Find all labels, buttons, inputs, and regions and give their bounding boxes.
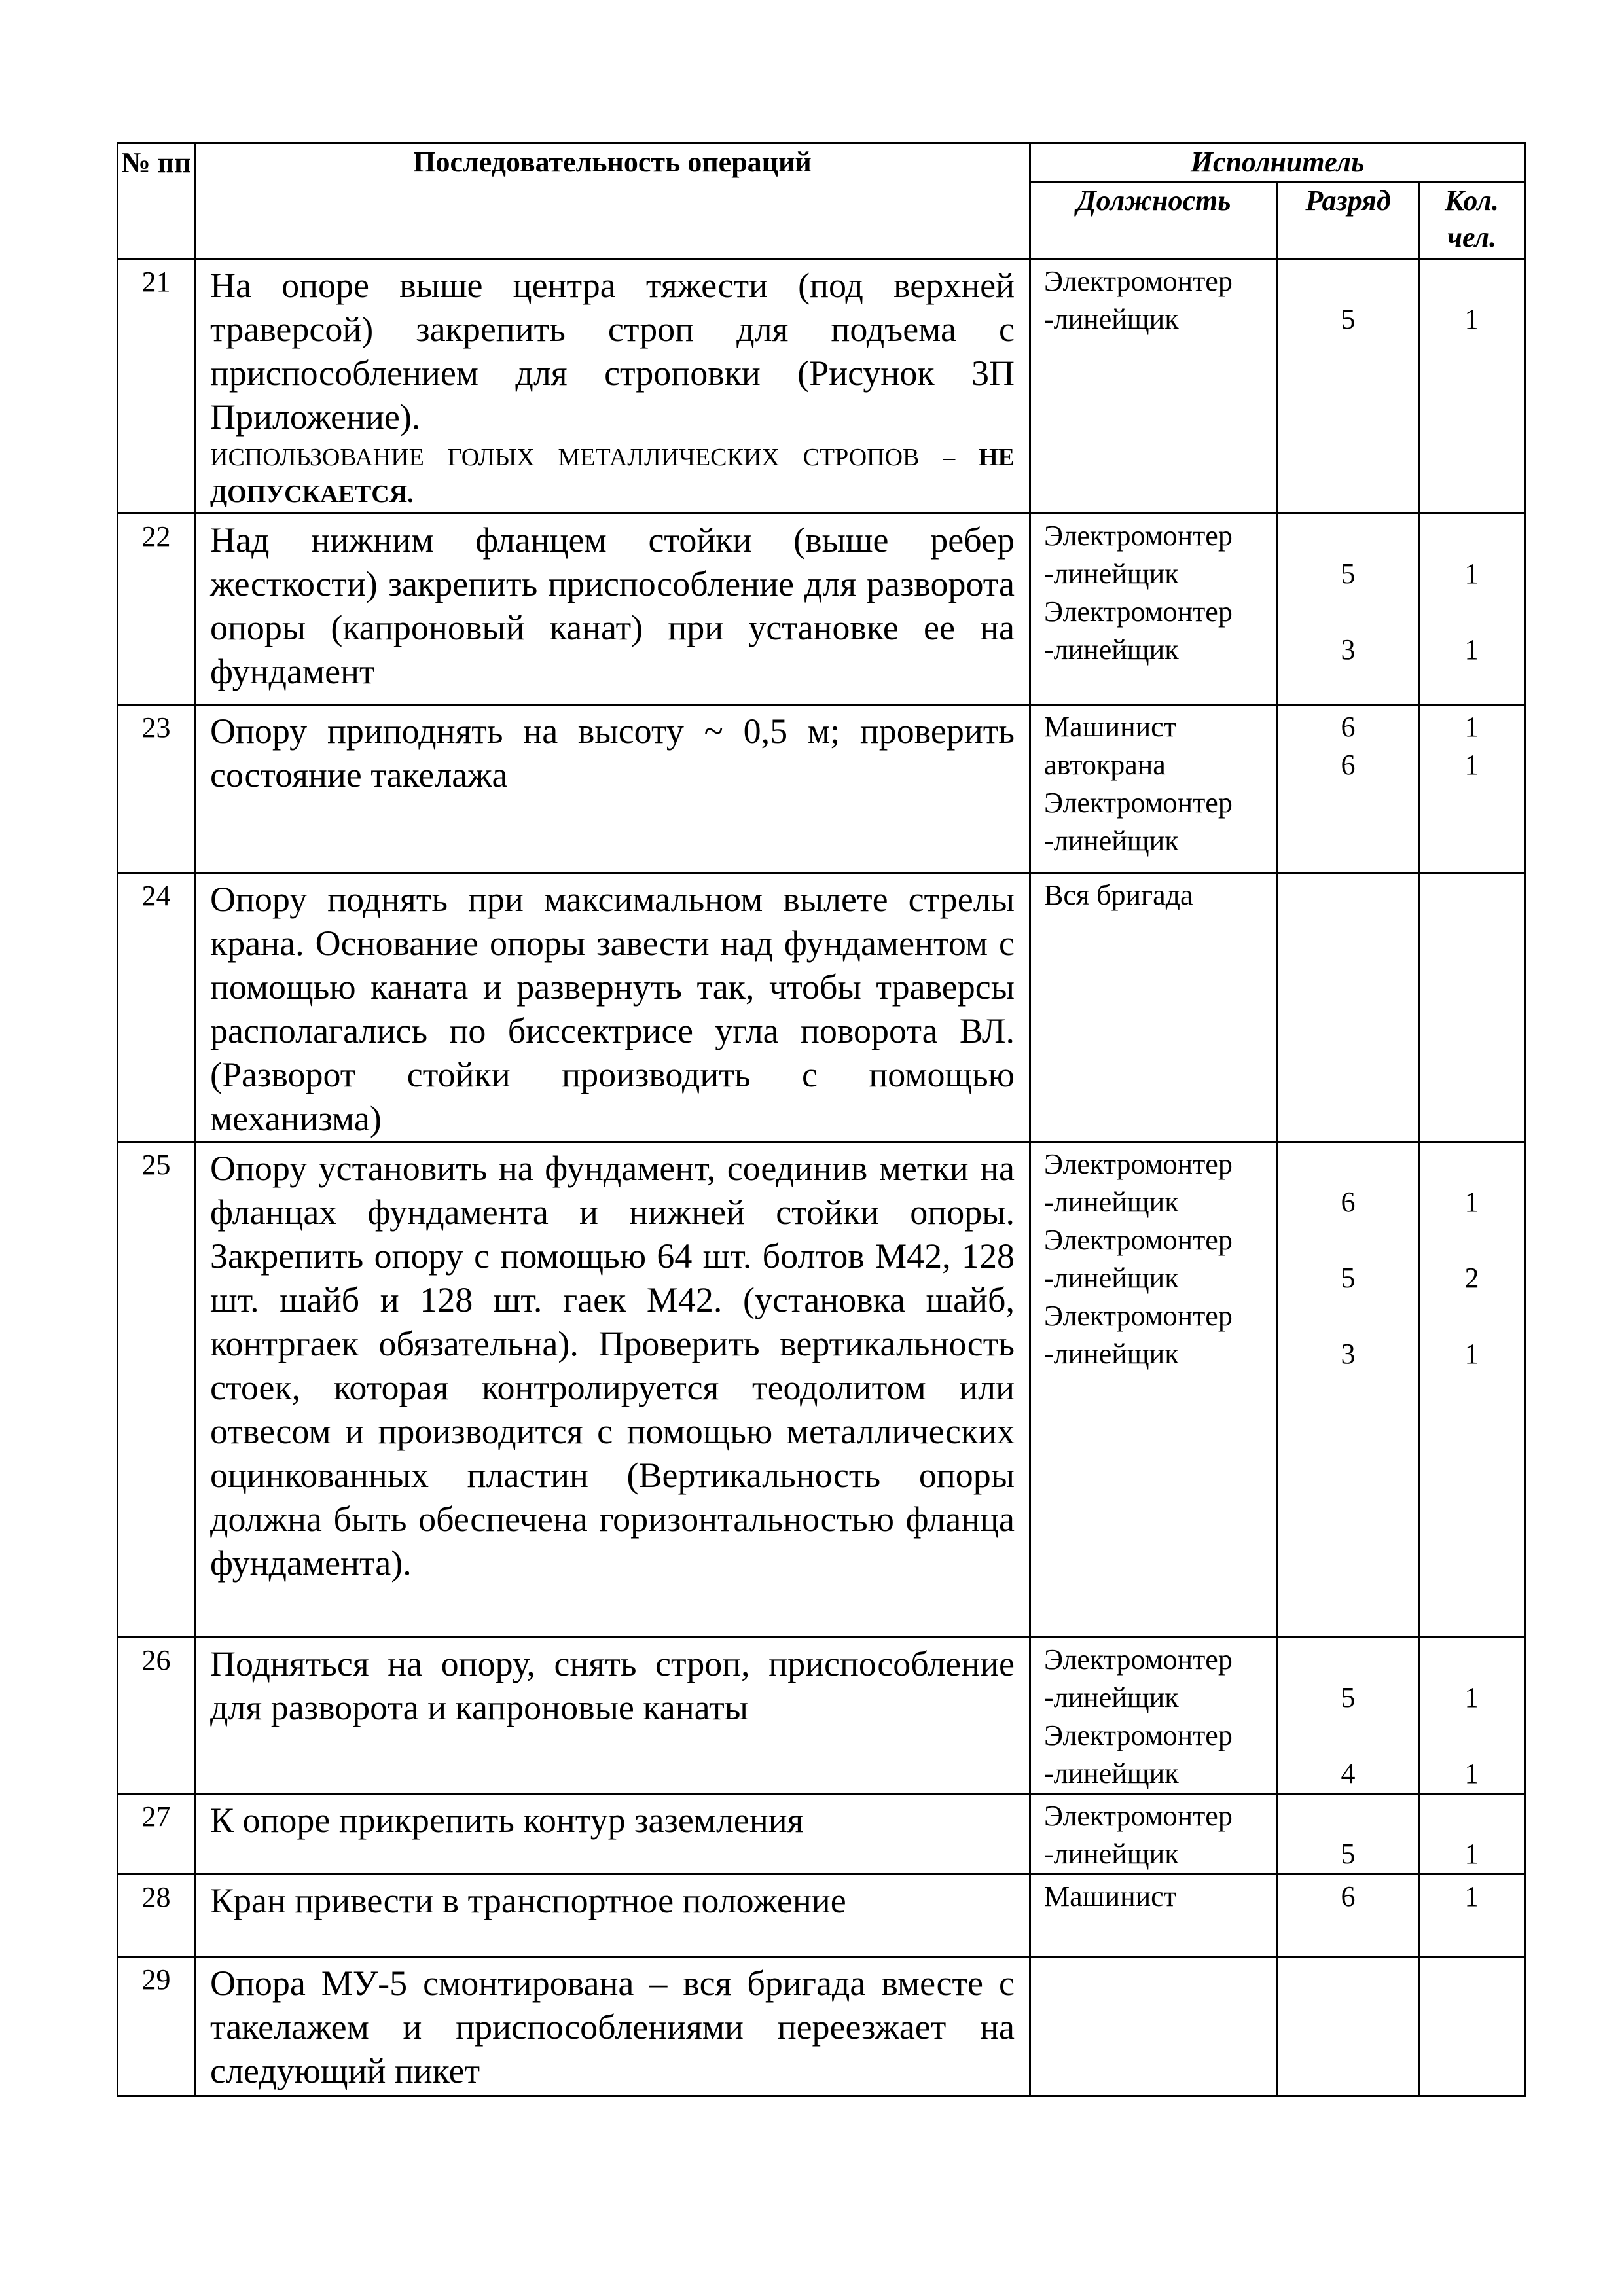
- position-line: автокрана: [1044, 749, 1166, 781]
- grade-value: 6: [1341, 1880, 1356, 1912]
- position-line: Электромонтер: [1044, 1224, 1233, 1256]
- operation-description: [195, 1874, 1030, 1957]
- operation-description: [195, 514, 1030, 705]
- executor-count: [1419, 1142, 1525, 1638]
- position-line: -линейщик: [1044, 558, 1179, 590]
- row-number: 23: [118, 705, 195, 873]
- count-value: 1: [1464, 1838, 1479, 1870]
- operation-text: Опору приподнять на высоту ~ 0,5 м; проверить состояние такелажа: [210, 711, 1015, 795]
- grade-value: 6: [1341, 749, 1356, 781]
- operation-text: Опору поднять при максимальном вылете стрелы крана. Основание опоры завести над фундаментом с помощью каната и развернуть так, чтобы траверсы располагались по биссектрисе угла поворота ВЛ. (Разворот стойки производить с помощью механизма): [210, 880, 1015, 1138]
- executor-grade: [1278, 259, 1419, 514]
- blank-line: [1420, 1717, 1524, 1755]
- executor-count: [1419, 1957, 1525, 2096]
- executor-position: [1030, 1794, 1278, 1874]
- operation-description: [195, 1638, 1030, 1794]
- count-value: 1: [1464, 749, 1479, 781]
- blank-line: [1278, 593, 1418, 631]
- grade-value: 5: [1341, 1681, 1356, 1713]
- position-line: Электромонтер: [1044, 787, 1233, 819]
- blank-line: [1278, 1221, 1418, 1259]
- position-line: -линейщик: [1044, 303, 1179, 335]
- row-number: 27: [118, 1794, 195, 1874]
- warning-emphasis: НЕ ДОПУСКАЕТСЯ.: [210, 444, 1015, 508]
- table-row: [118, 1638, 1525, 1794]
- position-line: Электромонтер: [1044, 1719, 1233, 1751]
- executor-count: [1419, 1638, 1525, 1794]
- count-value: 1: [1464, 1338, 1479, 1370]
- executor-position: [1030, 514, 1278, 705]
- executor-position: [1030, 1142, 1278, 1638]
- table-row: [118, 1957, 1525, 2096]
- executor-position: [1030, 1957, 1278, 2096]
- operation-description: [195, 259, 1030, 514]
- position-line: Электромонтер: [1044, 520, 1233, 552]
- position-line: -линейщик: [1044, 634, 1179, 666]
- executor-grade: [1278, 1638, 1419, 1794]
- count-value: 1: [1464, 711, 1479, 743]
- position-line: Машинист: [1044, 711, 1176, 743]
- executor-count: [1419, 259, 1525, 514]
- operations-body: [118, 259, 1525, 2096]
- position-line: Электромонтер: [1044, 1643, 1233, 1676]
- blank-line: [1278, 517, 1418, 555]
- operation-text: Опору установить на фундамент, соединив метки на фланцах фундамента и нижней стойки опоры. Закрепить опору с помощью 64 шт. болтов М42, 128 шт. шайб и 128 шт. гаек М42. (установка шайб, контргаек обязательна). Проверить вертикальность стоек, которая контролируется теодолитом или отвесом и производится с помощью металлических оцинкованных пластин (Вертикальность опоры должна быть обеспечена горизонтальностью фланца фундамента).: [210, 1149, 1015, 1583]
- grade-value: 3: [1341, 1338, 1356, 1370]
- row-number: 22: [118, 514, 195, 705]
- count-value: 1: [1464, 1186, 1479, 1218]
- table-row: [118, 259, 1525, 514]
- row-number: 29: [118, 1957, 195, 2096]
- position-line: Электромонтер: [1044, 1300, 1233, 1332]
- count-value: 1: [1464, 1681, 1479, 1713]
- executor-grade: [1278, 514, 1419, 705]
- position-line: -линейщик: [1044, 1838, 1179, 1870]
- executor-position: [1030, 259, 1278, 514]
- blank-line: [1420, 1221, 1524, 1259]
- operation-description: [195, 873, 1030, 1142]
- blank-line: [1420, 517, 1524, 555]
- operations-table: [117, 142, 1526, 2097]
- position-line: Электромонтер: [1044, 596, 1233, 628]
- operation-description: [195, 1794, 1030, 1874]
- position-line: Вся бригада: [1044, 879, 1193, 911]
- position-line: -линейщик: [1044, 1186, 1179, 1218]
- row-number: 26: [118, 1638, 195, 1794]
- blank-line: [1278, 262, 1418, 300]
- blank-line: [1420, 1297, 1524, 1335]
- position-line: -линейщик: [1044, 825, 1179, 857]
- operation-description: [195, 705, 1030, 873]
- position-line: Электромонтер: [1044, 1148, 1233, 1180]
- position-line: -линейщик: [1044, 1262, 1179, 1294]
- header-count: Кол. чел.: [1419, 182, 1525, 259]
- blank-line: [1278, 1717, 1418, 1755]
- row-number: 25: [118, 1142, 195, 1638]
- count-value: 1: [1464, 303, 1479, 335]
- grade-value: 6: [1341, 1186, 1356, 1218]
- executor-count: [1419, 514, 1525, 705]
- count-value: 2: [1464, 1262, 1479, 1294]
- table-row: [118, 873, 1525, 1142]
- grade-value: 5: [1341, 558, 1356, 590]
- count-value: 1: [1464, 1880, 1479, 1912]
- blank-line: [1420, 262, 1524, 300]
- operation-text: Кран привести в транспортное положение: [210, 1881, 846, 1920]
- grade-value: 4: [1341, 1757, 1356, 1789]
- position-line: -линейщик: [1044, 1757, 1179, 1789]
- header-position: Должность: [1030, 182, 1278, 259]
- operation-description: [195, 1957, 1030, 2096]
- executor-grade: [1278, 1794, 1419, 1874]
- table-row: [118, 705, 1525, 873]
- executor-grade: [1278, 873, 1419, 1142]
- warning-text: ИСПОЛЬЗОВАНИЕ ГОЛЫХ МЕТАЛЛИЧЕСКИХ СТРОПОВ –: [210, 444, 979, 471]
- position-line: Электромонтер: [1044, 1800, 1233, 1832]
- executor-grade: [1278, 1142, 1419, 1638]
- count-value: 1: [1464, 634, 1479, 666]
- executor-grade: [1278, 705, 1419, 873]
- executor-count: [1419, 1874, 1525, 1957]
- executor-position: [1030, 705, 1278, 873]
- operation-text: Подняться на опору, снять строп, приспособление для разворота и капроновые канаты: [210, 1644, 1015, 1727]
- count-value: 1: [1464, 558, 1479, 590]
- header-sequence: Последовательность операций: [195, 143, 1030, 259]
- table-row: [118, 1874, 1525, 1957]
- operation-text: На опоре выше центра тяжести (под верхней траверсой) закрепить строп для подъема с приспособлением для строповки (Рисунок 3П Приложение).: [210, 266, 1015, 437]
- position-line: Электромонтер: [1044, 265, 1233, 297]
- operation-description: [195, 1142, 1030, 1638]
- position-line: -линейщик: [1044, 1338, 1179, 1370]
- grade-value: 5: [1341, 1262, 1356, 1294]
- header-num: № пп: [118, 143, 195, 259]
- executor-position: [1030, 873, 1278, 1142]
- executor-count: [1419, 1794, 1525, 1874]
- grade-value: 6: [1341, 711, 1356, 743]
- grade-value: 5: [1341, 1838, 1356, 1870]
- position-line: Машинист: [1044, 1880, 1176, 1912]
- table-row: [118, 1142, 1525, 1638]
- operation-text: К опоре прикрепить контур заземления: [210, 1801, 804, 1840]
- executor-count: [1419, 873, 1525, 1142]
- blank-line: [1278, 1297, 1418, 1335]
- blank-line: [1420, 1641, 1524, 1679]
- blank-line: [1278, 1145, 1418, 1183]
- grade-value: 3: [1341, 634, 1356, 666]
- grade-value: 5: [1341, 303, 1356, 335]
- executor-count: [1419, 705, 1525, 873]
- executor-position: [1030, 1638, 1278, 1794]
- operation-text: Опора МУ-5 смонтирована – вся бригада вместе с такелажем и приспособлениями переезжает на следующий пикет: [210, 1964, 1015, 2090]
- row-number: 24: [118, 873, 195, 1142]
- position-line: -линейщик: [1044, 1681, 1179, 1713]
- table-row: [118, 1794, 1525, 1874]
- blank-line: [1278, 1797, 1418, 1835]
- executor-grade: [1278, 1957, 1419, 2096]
- blank-line: [1420, 1797, 1524, 1835]
- blank-line: [1278, 1641, 1418, 1679]
- row-number: 28: [118, 1874, 195, 1957]
- row-number: 21: [118, 259, 195, 514]
- executor-grade: [1278, 1874, 1419, 1957]
- operation-text: Над нижним фланцем стойки (выше ребер жесткости) закрепить приспособление для разворота опоры (капроновый канат) при установке ее на фундамент: [210, 520, 1015, 691]
- blank-line: [1420, 593, 1524, 631]
- table-row: [118, 514, 1525, 705]
- header-executor: Исполнитель: [1030, 143, 1525, 182]
- operation-warning: [210, 439, 1015, 512]
- executor-position: [1030, 1874, 1278, 1957]
- header-grade: Разряд: [1278, 182, 1419, 259]
- count-value: 1: [1464, 1757, 1479, 1789]
- blank-line: [1420, 1145, 1524, 1183]
